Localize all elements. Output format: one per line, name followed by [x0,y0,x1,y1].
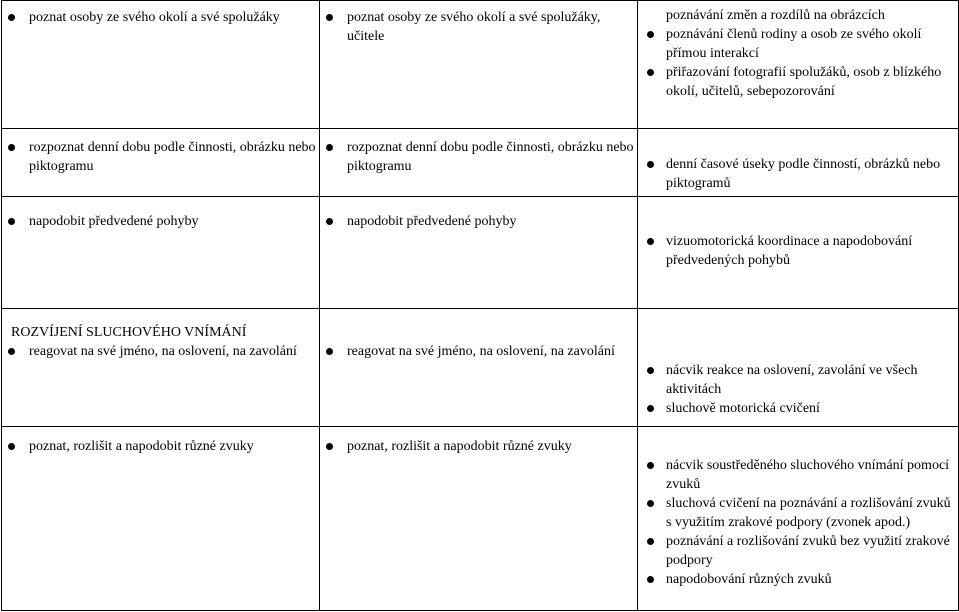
table-row [2,197,959,309]
output-cell [320,197,638,309]
section-heading: ROZVÍJENÍ SLUCHOVÉHO VNÍMÁNÍ [11,325,247,340]
content-intro: poznávání změn a rozdílů na obrázcích [666,8,885,23]
list-item: poznat osoby ze svého okolí a své spolužáky [2,8,319,27]
output-cell [2,427,320,611]
list-item: rozpoznat denní dobu podle činnosti, obrázku nebo piktogramu [2,138,319,176]
curriculum-table [1,0,959,611]
output-cell [2,129,320,197]
list-item: poznat osoby ze svého okolí a své spolužáky, učitele [320,8,637,46]
table-row [2,1,959,129]
list-item: reagovat na své jméno, na oslovení, na zavolání [2,342,319,361]
list-item: reagovat na své jméno, na oslovení, na zavolání [320,342,637,361]
list-item: rozpoznat denní dobu podle činnosti, obrázku nebo piktogramu [320,138,637,176]
list-item: poznat, rozlišit a napodobit různé zvuky [2,437,319,456]
list-item: sluchově motorická cvičení [638,399,958,418]
output-cell [2,1,320,129]
output-cell [320,1,638,129]
list-item: nácvik reakce na oslovení, zavolání ve všech aktivitách [638,361,958,399]
content-cell [638,197,959,309]
list-item: poznat, rozlišit a napodobit různé zvuky [320,437,637,456]
output-cell [320,309,638,427]
list-item: napodobit předvedené pohyby [320,212,637,231]
output-cell [320,129,638,197]
output-cell [2,197,320,309]
list-item: nácvik soustředěného sluchového vnímání pomocí zvuků [638,456,958,494]
content-cell [638,129,959,197]
list-item: denní časové úseky podle činností, obrázků nebo piktogramů [638,155,958,193]
output-cell [2,309,320,427]
list-item: vizuomotorická koordinace a napodobování předvedených pohybů [638,232,958,270]
list-item: napodobit předvedené pohyby [2,212,319,231]
table-row [2,427,959,611]
content-cell [638,427,959,611]
table-row [2,309,959,427]
list-item: poznávání a rozlišování zvuků bez využití zrakové podpory [638,532,958,570]
output-cell [320,427,638,611]
table-row [2,129,959,197]
content-cell [638,309,959,427]
list-item: sluchová cvičení na poznávání a rozlišování zvuků s využitím zrakové podpory (zvonek apod.) [638,494,958,532]
list-item: poznávání členů rodiny a osob ze svého okolí přímou interakcí [638,25,958,63]
content-cell [638,1,959,129]
list-item: přiřazování fotografií spolužáků, osob z blízkého okolí, učitelů, sebepozorování [638,63,958,101]
list-item: napodobování různých zvuků [638,570,958,589]
